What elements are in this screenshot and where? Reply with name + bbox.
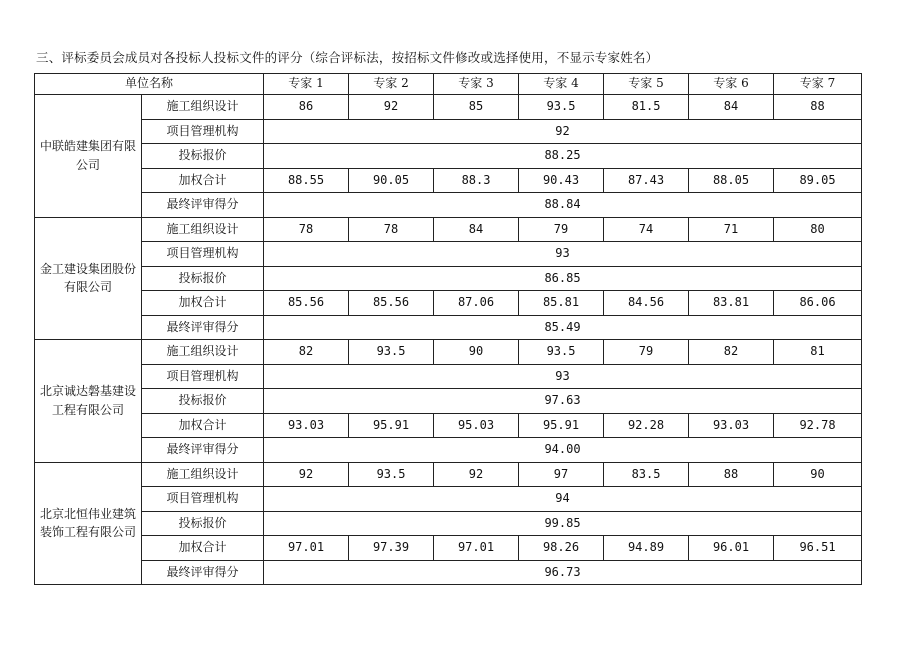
weighted-score: 98.26 — [519, 536, 604, 561]
weighted-score: 97.01 — [434, 536, 519, 561]
expert-header: 专家 2 — [349, 74, 434, 95]
weighted-score: 83.81 — [689, 291, 774, 316]
row-label-management: 项目管理机构 — [142, 242, 264, 267]
unit-name-header: 单位名称 — [35, 74, 264, 95]
expert-header: 专家 6 — [689, 74, 774, 95]
bidder-row — [35, 487, 862, 512]
expert-header: 专家 7 — [774, 74, 862, 95]
weighted-score: 85.56 — [349, 291, 434, 316]
construction-score: 79 — [519, 217, 604, 242]
bidder-row — [35, 560, 862, 585]
weighted-score: 96.51 — [774, 536, 862, 561]
row-label-final: 最终评审得分 — [142, 438, 264, 463]
expert-score-table — [34, 73, 862, 585]
weighted-score: 84.56 — [604, 291, 689, 316]
row-label-final: 最终评审得分 — [142, 560, 264, 585]
bidder-row — [35, 462, 862, 487]
row-label-construction: 施工组织设计 — [142, 462, 264, 487]
weighted-score: 85.81 — [519, 291, 604, 316]
row-label-final: 最终评审得分 — [142, 315, 264, 340]
weighted-score: 97.01 — [264, 536, 349, 561]
weighted-score: 92.78 — [774, 413, 862, 438]
row-label-management: 项目管理机构 — [142, 119, 264, 144]
weighted-score: 95.03 — [434, 413, 519, 438]
weighted-score: 87.43 — [604, 168, 689, 193]
construction-score: 86 — [264, 95, 349, 120]
construction-score: 82 — [264, 340, 349, 365]
construction-score: 78 — [349, 217, 434, 242]
bid-price-score: 88.25 — [264, 144, 862, 169]
weighted-score: 97.39 — [349, 536, 434, 561]
row-label-weighted: 加权合计 — [142, 413, 264, 438]
bidder-name: 北京北恒伟业建筑装饰工程有限公司 — [35, 462, 142, 585]
row-label-management: 项目管理机构 — [142, 364, 264, 389]
row-label-weighted: 加权合计 — [142, 291, 264, 316]
construction-score: 81 — [774, 340, 862, 365]
construction-score: 71 — [689, 217, 774, 242]
weighted-score: 93.03 — [264, 413, 349, 438]
row-label-management: 项目管理机构 — [142, 487, 264, 512]
weighted-score: 94.89 — [604, 536, 689, 561]
bidder-row — [35, 119, 862, 144]
weighted-score: 89.05 — [774, 168, 862, 193]
weighted-score: 95.91 — [519, 413, 604, 438]
bidder-row — [35, 266, 862, 291]
bidder-row — [35, 168, 862, 193]
construction-score: 85 — [434, 95, 519, 120]
weighted-score: 88.3 — [434, 168, 519, 193]
bidder-row — [35, 413, 862, 438]
management-score: 93 — [264, 364, 862, 389]
bidder-row — [35, 193, 862, 218]
bidder-row — [35, 389, 862, 414]
construction-score: 92 — [264, 462, 349, 487]
row-label-bid-price: 投标报价 — [142, 511, 264, 536]
bidder-name: 北京诚达磐基建设工程有限公司 — [35, 340, 142, 463]
section-title: 三、评标委员会成员对各投标人投标文件的评分（综合评标法，按招标文件修改或选择使用，不显示专家姓名） — [36, 50, 659, 65]
construction-score: 82 — [689, 340, 774, 365]
construction-score: 97 — [519, 462, 604, 487]
expert-header: 专家 1 — [264, 74, 349, 95]
row-label-construction: 施工组织设计 — [142, 217, 264, 242]
construction-score: 81.5 — [604, 95, 689, 120]
weighted-score: 88.55 — [264, 168, 349, 193]
weighted-score: 96.01 — [689, 536, 774, 561]
expert-header: 专家 3 — [434, 74, 519, 95]
construction-score: 83.5 — [604, 462, 689, 487]
construction-score: 84 — [689, 95, 774, 120]
row-label-bid-price: 投标报价 — [142, 389, 264, 414]
weighted-score: 85.56 — [264, 291, 349, 316]
row-label-construction: 施工组织设计 — [142, 95, 264, 120]
bidder-row — [35, 315, 862, 340]
construction-score: 78 — [264, 217, 349, 242]
bidder-row — [35, 291, 862, 316]
row-label-final: 最终评审得分 — [142, 193, 264, 218]
construction-score: 84 — [434, 217, 519, 242]
final-score: 88.84 — [264, 193, 862, 218]
row-label-weighted: 加权合计 — [142, 536, 264, 561]
construction-score: 93.5 — [519, 95, 604, 120]
expert-header: 专家 4 — [519, 74, 604, 95]
bidder-row — [35, 364, 862, 389]
row-label-weighted: 加权合计 — [142, 168, 264, 193]
bidder-row — [35, 511, 862, 536]
construction-score: 93.5 — [349, 340, 434, 365]
expert-header: 专家 5 — [604, 74, 689, 95]
construction-score: 93.5 — [349, 462, 434, 487]
construction-score: 93.5 — [519, 340, 604, 365]
bid-price-score: 99.85 — [264, 511, 862, 536]
weighted-score: 90.43 — [519, 168, 604, 193]
final-score: 94.00 — [264, 438, 862, 463]
bidder-row — [35, 95, 862, 120]
row-label-bid-price: 投标报价 — [142, 266, 264, 291]
bidder-row — [35, 438, 862, 463]
row-label-construction: 施工组织设计 — [142, 340, 264, 365]
weighted-score: 90.05 — [349, 168, 434, 193]
bidder-row — [35, 340, 862, 365]
bidder-name: 中联皓建集团有限公司 — [35, 95, 142, 218]
weighted-score: 95.91 — [349, 413, 434, 438]
construction-score: 92 — [434, 462, 519, 487]
management-score: 93 — [264, 242, 862, 267]
construction-score: 79 — [604, 340, 689, 365]
final-score: 85.49 — [264, 315, 862, 340]
header-row — [35, 74, 862, 95]
bidder-name: 金工建设集团股份有限公司 — [35, 217, 142, 340]
management-score: 92 — [264, 119, 862, 144]
table-body — [35, 74, 862, 585]
weighted-score: 93.03 — [689, 413, 774, 438]
bidder-row — [35, 217, 862, 242]
row-label-bid-price: 投标报价 — [142, 144, 264, 169]
final-score: 96.73 — [264, 560, 862, 585]
construction-score: 88 — [689, 462, 774, 487]
bidder-row — [35, 144, 862, 169]
bidder-row — [35, 536, 862, 561]
construction-score: 92 — [349, 95, 434, 120]
weighted-score: 87.06 — [434, 291, 519, 316]
bid-price-score: 97.63 — [264, 389, 862, 414]
bidder-row — [35, 242, 862, 267]
construction-score: 74 — [604, 217, 689, 242]
construction-score: 88 — [774, 95, 862, 120]
bid-price-score: 86.85 — [264, 266, 862, 291]
management-score: 94 — [264, 487, 862, 512]
construction-score: 90 — [434, 340, 519, 365]
construction-score: 80 — [774, 217, 862, 242]
weighted-score: 88.05 — [689, 168, 774, 193]
construction-score: 90 — [774, 462, 862, 487]
weighted-score: 86.06 — [774, 291, 862, 316]
weighted-score: 92.28 — [604, 413, 689, 438]
